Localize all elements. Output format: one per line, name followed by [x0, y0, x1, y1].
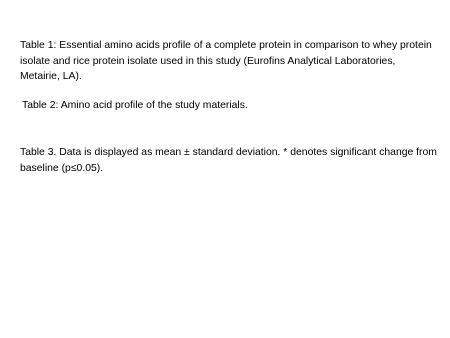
table-2-caption: Table 2: Amino acid profile of the study materials.	[22, 100, 248, 111]
table-3-caption: Table 3. Data is displayed as mean ± standard deviation. * denotes significant change from baseline (p≤0.05).	[20, 147, 437, 174]
table-1-caption: Table 1: Essential amino acids profile of a complete protein in comparison to whey protein isolate and rice protein isolate used in this study (Eurofins Analytical Laboratories, Metairie, LA).	[20, 40, 432, 82]
